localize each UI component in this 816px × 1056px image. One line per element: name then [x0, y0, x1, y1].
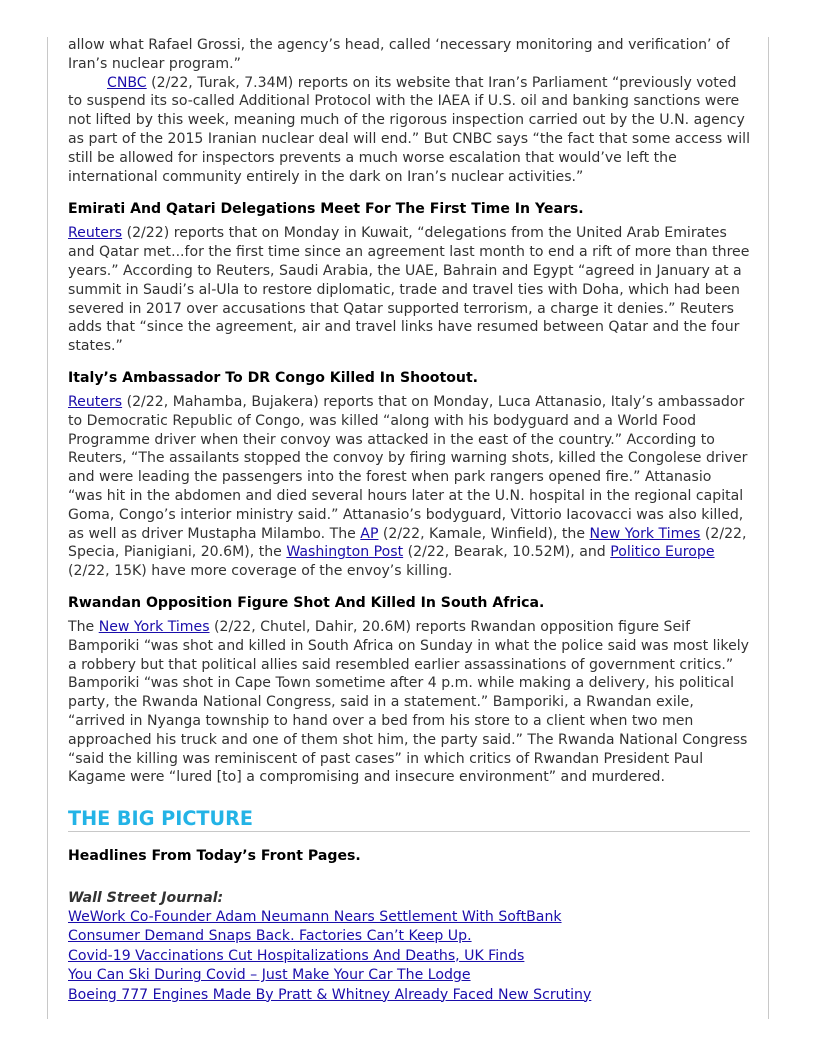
- story-italy-ambassador: [68, 393, 750, 581]
- headline-list: [68, 908, 750, 1005]
- headline-link[interactable]: Covid-19 Vaccinations Cut Hospitalizations And Deaths, UK Finds: [68, 947, 525, 964]
- story-text: (2/22, Kamale, Winfield), the: [378, 525, 590, 542]
- source-label-wsj: Wall Street Journal:: [68, 890, 224, 907]
- headline-link[interactable]: You Can Ski During Covid – Just Make Your Car The Lodge: [68, 967, 471, 984]
- story-text: (2/22, Specia, Pianigiani, 20.6M), the: [68, 525, 747, 561]
- headline-link[interactable]: Boeing 777 Engines Made By Pratt & Whitney Already Faced New Scrutiny: [68, 986, 592, 1003]
- intro-cnbc-paragraph: [68, 74, 750, 187]
- cnbc-link[interactable]: CNBC: [107, 74, 147, 91]
- reuters-link[interactable]: Reuters: [68, 393, 123, 410]
- cnbc-paragraph-text: (2/22, Turak, 7.34M) reports on its website that Iran’s Parliament “previously voted to suspend its so-called Additional Protocol with the IAEA if U.S. oil and banking sanctions were not lifted by this week, meaning much of the rigorous inspection carried out by the U.N. agency as part of the 2015 Iranian nuclear deal will end.” But CNBC says “the fact that some access will still be allowed for inspectors prevents a much worse escalation that would’ve left the international community entirely in the dark on Iran’s nuclear activities.”: [68, 74, 751, 185]
- nyt-link[interactable]: New York Times: [589, 525, 701, 542]
- ap-link[interactable]: AP: [360, 525, 379, 542]
- headline-link[interactable]: WeWork Co-Founder Adam Neumann Nears Settlement With SoftBank: [68, 908, 562, 925]
- politico-europe-link[interactable]: Politico Europe: [610, 544, 715, 561]
- story-text: (2/22) reports that on Monday in Kuwait, “delegations from the United Arab Emirates and Qatar met...for the first time since an agreement last month to end a rift of more than three years.” According to Reuters, Saudi Arabia, the UAE, Bahrain and Egypt “agreed in January at a summit in Saudi’s al-Ula to restore diplomatic, trade and travel ties with Doha, which had been severed in 2017 over accusations that Qatar supported terrorism, a charge it denies.” Reuters adds that “since the agreement, air and travel links have resumed between Qatar and the four states.”: [68, 225, 750, 355]
- washington-post-link[interactable]: Washington Post: [286, 544, 404, 561]
- story-text: (2/22, Mahamba, Bujakera) reports that on Monday, Luca Attanasio, Italy’s ambassador to Democratic Republic of Congo, was killed “along with his bodyguard and a World Food Programme driver when their convoy was attacked in the east of the country.” According to Reuters, “The assailants stopped the convoy by firing warning shots, killed the Congolese driver and were leading the passengers into the forest when park rangers opened fire.” Attanasio “was hit in the abdomen and died several hours later at the U.N. hospital in the regional capital Goma, Congo’s interior ministry said.” Attanasio’s bodyguard, Vittorio Iacovacci was also killed, as well as driver Mustapha Milambo. The: [68, 393, 748, 542]
- right-margin-rule: [768, 37, 769, 1019]
- story-rwandan-opposition: [68, 618, 750, 787]
- story-text: (2/22, 15K) have more coverage of the envoy’s killing.: [68, 563, 453, 580]
- story-text: The: [68, 618, 99, 635]
- left-margin-rule: [47, 37, 48, 1019]
- headline-rwandan-opposition: Rwandan Opposition Figure Shot And Killed In South Africa.: [68, 594, 545, 611]
- story-text: (2/22, Bearak, 10.52M), and: [403, 544, 611, 561]
- subhead-front-pages: Headlines From Today’s Front Pages.: [68, 848, 361, 865]
- section-title-big-picture: THE BIG PICTURE: [68, 808, 750, 832]
- story-emirati-qatari: [68, 224, 750, 356]
- reuters-link[interactable]: Reuters: [68, 225, 123, 242]
- headline-italy-ambassador: Italy’s Ambassador To DR Congo Killed In Shootout.: [68, 369, 479, 386]
- nyt-link[interactable]: New York Times: [98, 618, 210, 635]
- newsletter-page: [68, 36, 750, 1005]
- intro-text: allow what Rafael Grossi, the agency’s head, called ‘necessary monitoring and verification’ of Iran’s nuclear program.”: [68, 37, 730, 72]
- story-text: (2/22, Chutel, Dahir, 20.6M) reports Rwandan opposition figure Seif Bamporiki “was shot and killed in South Africa on Sunday in what the police said was most likely a robbery but that political allies said resembled earlier assassinations of government critics.” Bamporiki “was shot in Cape Town sometime after 4 p.m. while making a delivery, his political party, the Rwanda National Congress, said in a statement.” Bamporiki, a Rwandan exile, “arrived in Nyanga township to hand over a bed from his store to a client when two men approached his truck and one of them shot him, the party said.” The Rwanda National Congress “said the killing was reminiscent of past cases” in which critics of Rwandan President Paul Kagame were “lured [to] a compromising and insecure environment” and murdered.: [68, 618, 750, 786]
- headline-link[interactable]: Consumer Demand Snaps Back. Factories Can’t Keep Up.: [68, 928, 472, 945]
- headline-emirati-qatari: Emirati And Qatari Delegations Meet For The First Time In Years.: [68, 201, 584, 218]
